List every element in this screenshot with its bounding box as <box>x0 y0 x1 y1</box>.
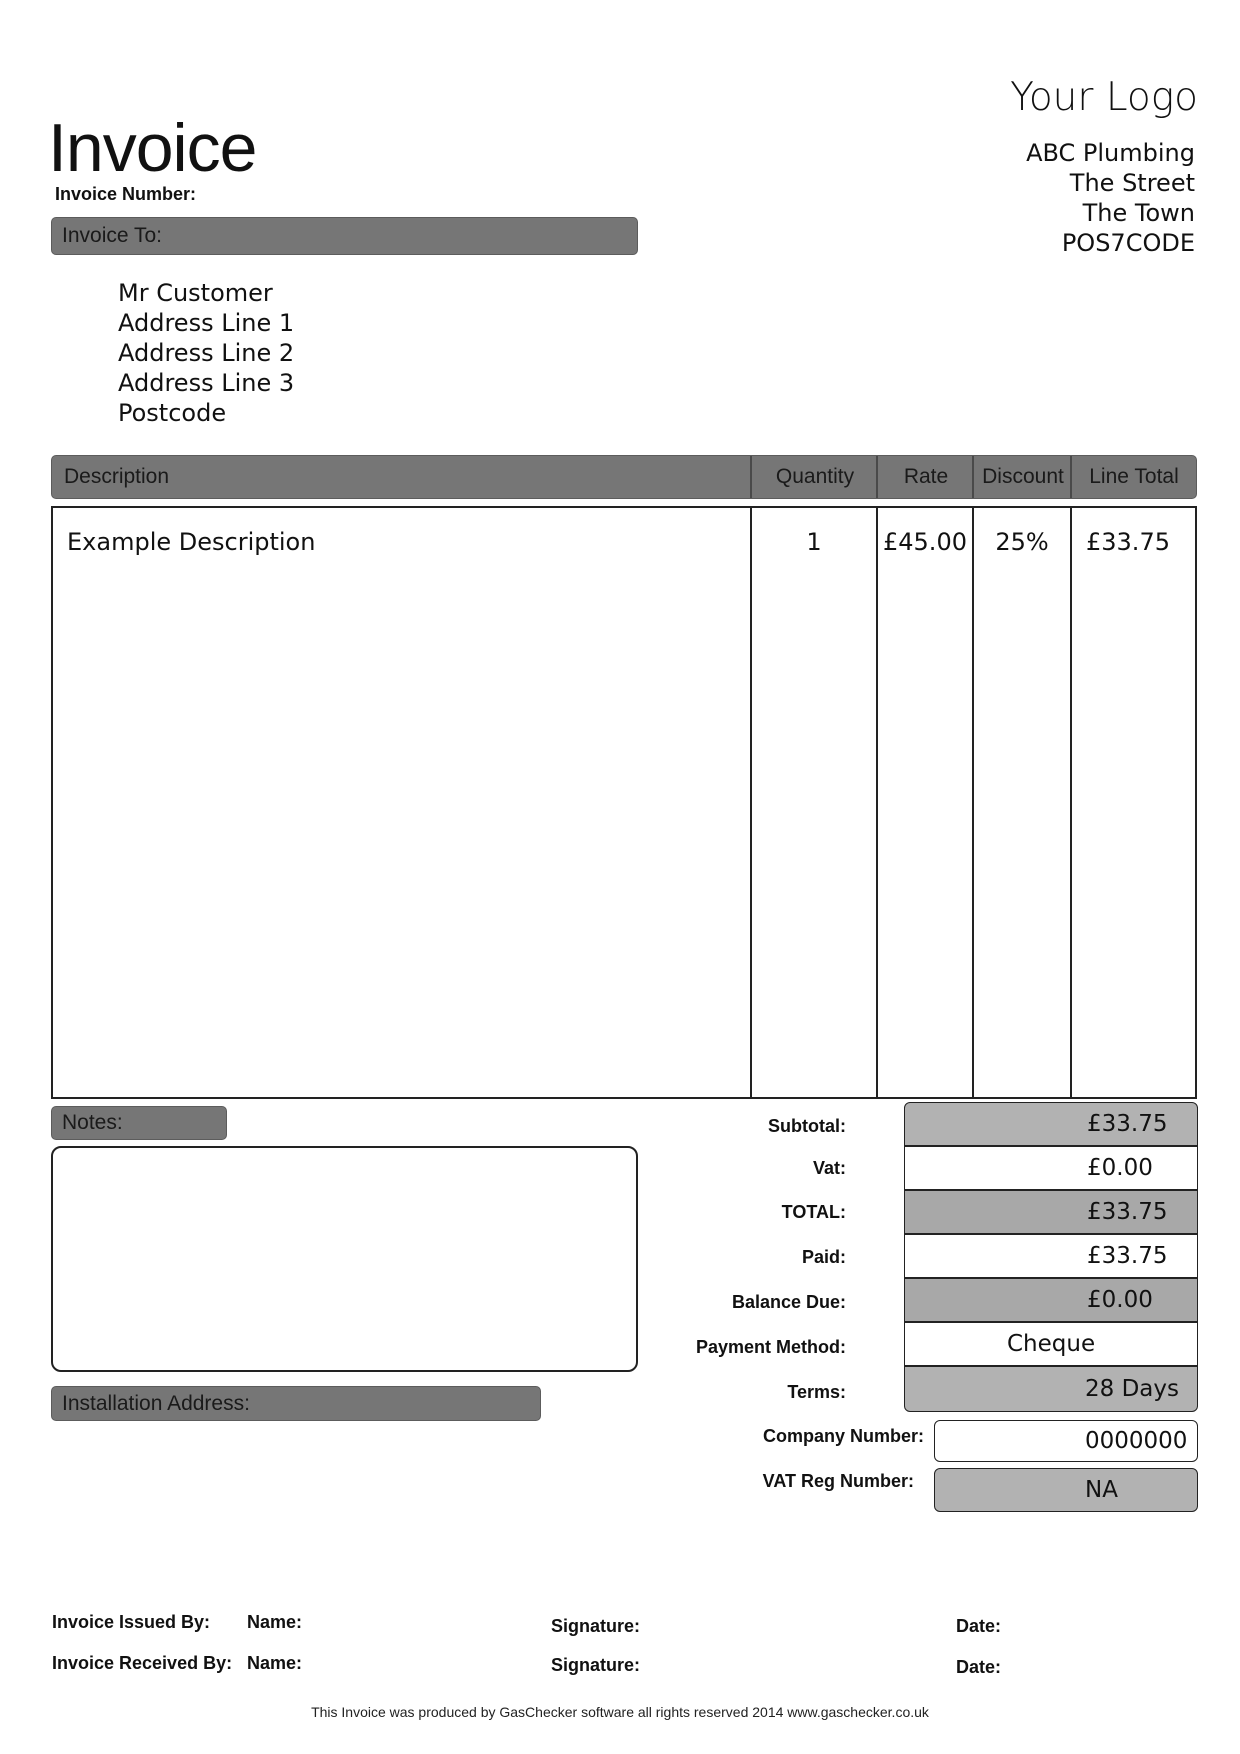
col-discount: Discount <box>982 465 1064 488</box>
col-rate: Rate <box>903 465 949 488</box>
total-value-box <box>904 1190 1198 1234</box>
vat-reg-number-value-box <box>934 1468 1198 1512</box>
company-number-value: 0000000 <box>1085 1428 1188 1454</box>
notes-box <box>51 1146 638 1372</box>
row-discount: 25% <box>995 528 1049 556</box>
items-table-header <box>51 455 1197 499</box>
notes-label: Notes: <box>62 1111 123 1134</box>
payment-method-value-box <box>904 1322 1198 1366</box>
balance-due-value: £0.00 <box>1087 1287 1153 1313</box>
paid-value-box <box>904 1234 1198 1278</box>
col-description: Description <box>64 465 170 488</box>
payment-method-value: Cheque <box>1007 1331 1096 1357</box>
col-line-total: Line Total <box>1089 465 1179 488</box>
balance-due-value-box <box>904 1278 1198 1322</box>
total-value: £33.75 <box>1087 1199 1168 1225</box>
company-number-value-box <box>934 1420 1198 1462</box>
company-town: The Town <box>1082 199 1195 227</box>
customer-address <box>118 278 294 428</box>
footer-credit: This Invoice was produced by GasChecker software all rights reserved 2014 www.gaschecker.co.uk <box>311 1704 929 1720</box>
row-rate: £45.00 <box>883 528 967 556</box>
issued-by-signature-label: Signature: <box>551 1616 641 1636</box>
invoice-to-bar <box>51 217 638 255</box>
invoice-to-label: Invoice To: <box>62 224 163 247</box>
paid-label: Paid: <box>801 1247 846 1267</box>
issued-by-date-label: Date: <box>956 1616 1002 1636</box>
page-title: Invoice <box>48 110 257 186</box>
received-by-signature-label: Signature: <box>551 1655 641 1675</box>
received-by-date-label: Date: <box>956 1657 1002 1677</box>
installation-address-label: Installation Address: <box>62 1391 250 1415</box>
received-by-label: Invoice Received By: <box>52 1653 233 1673</box>
terms-label: Terms: <box>787 1382 846 1402</box>
company-number-label: Company Number: <box>762 1426 924 1446</box>
terms-value: 28 Days <box>1085 1376 1179 1402</box>
customer-address-line-1: Address Line 1 <box>118 309 295 337</box>
company-name: ABC Plumbing <box>1026 139 1195 167</box>
customer-address-line-3: Address Line 3 <box>118 369 295 397</box>
payment-method-label: Payment Method: <box>695 1337 846 1357</box>
company-postcode: POS7CODE <box>1061 229 1195 257</box>
balance-due-label: Balance Due: <box>731 1292 846 1312</box>
subtotal-label: Subtotal: <box>768 1116 846 1136</box>
issued-by-name-label: Name: <box>247 1612 303 1632</box>
notes-bar <box>51 1106 227 1140</box>
installation-address-bar <box>51 1386 541 1421</box>
logo-placeholder: Your Logo <box>1010 75 1198 120</box>
subtotal-value: £33.75 <box>1087 1111 1168 1137</box>
row-description: Example Description <box>67 528 316 556</box>
row-quantity: 1 <box>806 528 822 556</box>
customer-postcode: Postcode <box>118 399 227 427</box>
invoice-number-label: Invoice Number: <box>55 184 197 204</box>
customer-address-line-2: Address Line 2 <box>118 339 295 367</box>
total-label: TOTAL: <box>781 1202 846 1222</box>
vat-label: Vat: <box>812 1158 846 1178</box>
received-by-name-label: Name: <box>247 1653 303 1673</box>
row-line-total: £33.75 <box>1086 528 1170 556</box>
terms-value-box <box>904 1366 1198 1412</box>
company-street: The Street <box>1069 169 1195 197</box>
company-address <box>1026 138 1195 258</box>
subtotal-value-box <box>904 1102 1198 1146</box>
vat-value-box <box>904 1146 1198 1190</box>
col-quantity: Quantity <box>775 465 855 488</box>
customer-name: Mr Customer <box>118 279 273 307</box>
vat-reg-number-value: NA <box>1085 1477 1118 1503</box>
issued-by-label: Invoice Issued By: <box>52 1612 211 1632</box>
vat-reg-number-label: VAT Reg Number: <box>762 1471 914 1491</box>
items-table-body <box>51 506 1197 1099</box>
paid-value: £33.75 <box>1087 1243 1168 1269</box>
vat-value: £0.00 <box>1087 1155 1153 1181</box>
